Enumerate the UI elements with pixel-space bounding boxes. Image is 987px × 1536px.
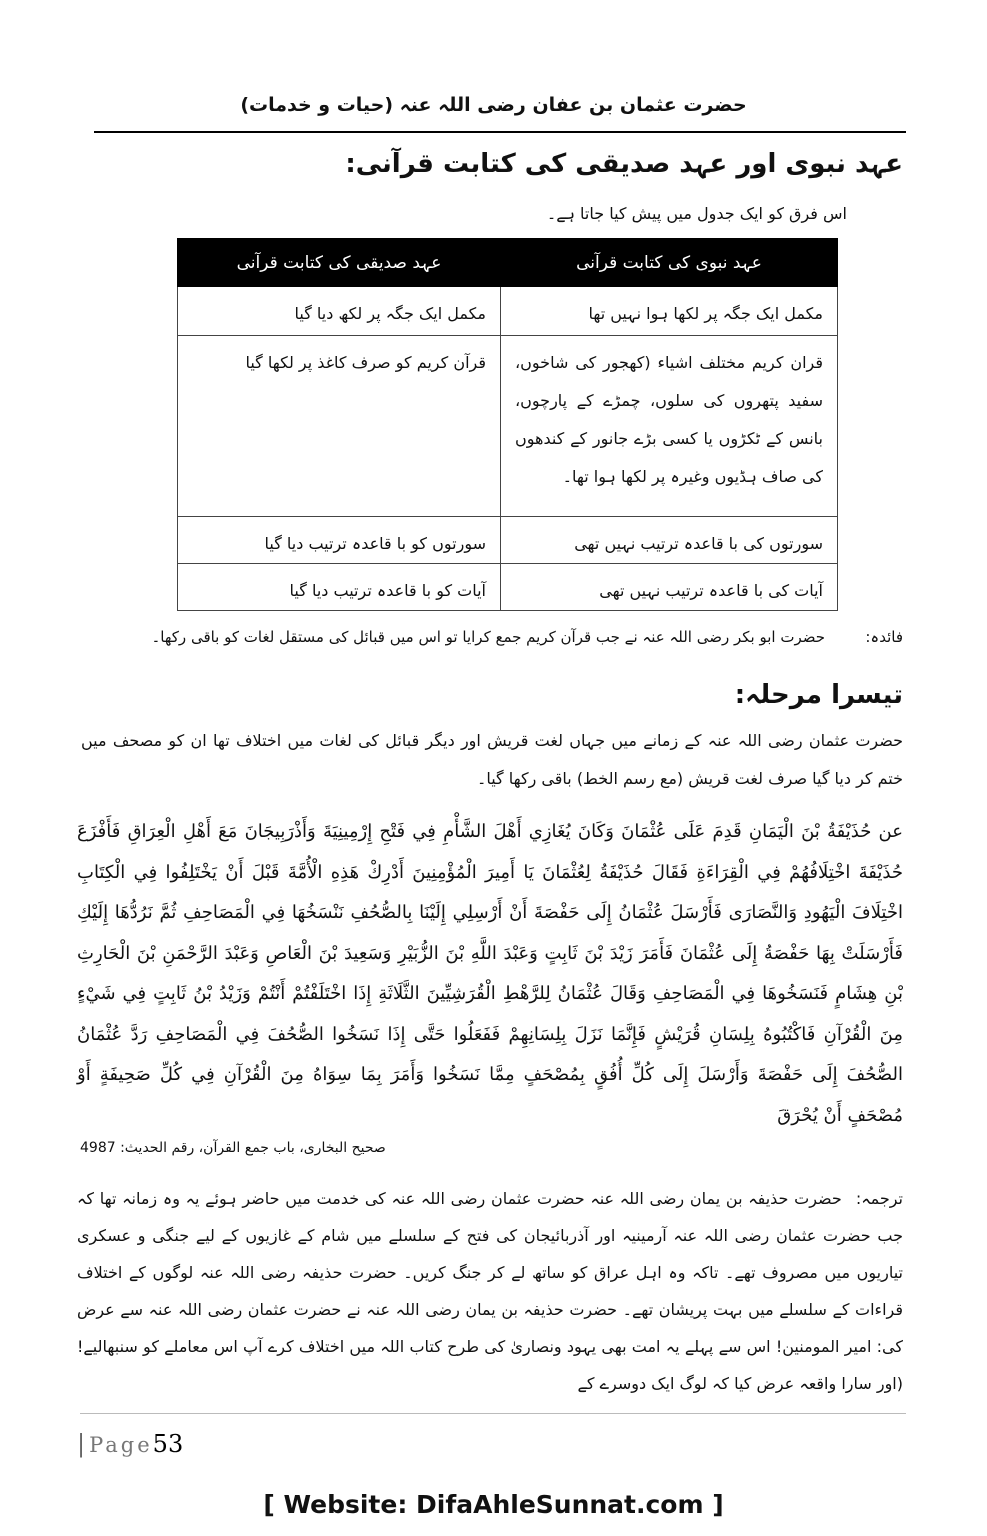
table-header-siddiqi-era: عہد صدیقی کی کتابت قرآنی (178, 239, 501, 287)
header-rule (94, 131, 906, 133)
table-row (178, 564, 838, 611)
table-cell: قرآن کریم کو صرف کاغذ پر لکھا گیا (178, 336, 501, 517)
translation-paragraph (77, 1180, 903, 1402)
third-stage-paragraph: حضرت عثمان رضی اللہ عنہ کے زمانے میں جہاں لغت قریش اور دیگر قبائل کی لغات میں اختلاف تھا ان کو مصحف میں ختم کر دیا گیا صرف لغت قریش (مع رسم الخط) باقی رکھا گیا۔ (81, 731, 903, 788)
table-row (178, 517, 838, 564)
table-cell: آیات کو با قاعدہ ترتیب دیا گیا (178, 564, 501, 611)
table-cell: سورتوں کو با قاعدہ ترتیب دیا گیا (178, 517, 501, 564)
running-header: حضرت عثمان بن عفان رضی اللہ عنہ (حیات و خدمات) (240, 94, 747, 116)
translation-text: حضرت حذیفہ بن یمان رضی اللہ عنہ حضرت عثمان رضی اللہ عنہ کی خدمت میں حاضر ہوئے یہ وہ زمانہ تھا کہ جب حضرت عثمان رضی اللہ عنہ آرمینیہ اور آذربائیجان کی فتح کے سلسلے میں شام کے غازیوں کے لیے جنگی و عسکری تیاریوں میں مصروف تھے۔ تاکہ وہ اہل عراق کو ساتھ لے کر جنگ کریں۔ حضرت حذیفہ رضی اللہ عنہ لوگوں کے اختلاف قراءات کے سلسلے میں بہت پریشان تھے۔ حضرت حذیفہ بن یمان رضی اللہ عنہ نے حضرت عثمان رضی اللہ عنہ سے عرض کی: امیر المومنین! اس سے پہلے یہ امت بھی یہود ونصاریٰ کی طرح کتاب اللہ میں اختلاف کرے آپ اس معاملے کو سنبھالیے! (اور سارا واقعہ عرض کیا کہ لوگ ایک دوسرے کے (77, 1189, 903, 1393)
table-cell: سورتوں کی با قاعدہ ترتیب نہیں تھی (501, 517, 838, 564)
section-heading-third-stage: تیسرا مرحلہ: (734, 680, 903, 710)
table-row (178, 287, 838, 336)
intro-text: اس فرق کو ایک جدول میں پیش کیا جاتا ہے۔ (546, 204, 847, 223)
table-cell: قران کریم مختلف اشیاء (کھجور کی شاخوں، سفید پتھروں کی سلوں، چمڑے کے پارچوں، بانس کے ٹکڑوں یا کسی بڑے جانور کے کندھوں کی صاف ہڈیوں وغیرہ پر لکھا ہوا تھا۔ (501, 336, 838, 517)
footer-rule (80, 1413, 906, 1414)
translation-label: ترجمہ: (855, 1189, 903, 1208)
table-header-row (178, 239, 838, 287)
hadith-arabic-text: عن حُذَيْفَةُ بْنَ الْيَمَانِ قَدِمَ عَلَى عُثْمَانَ وَكَانَ يُغَازِي أَهْلَ الشَّأْمِ فِي فَتْحِ إِرْمِينِيَةَ وَأَذْرَبِيجَانَ مَعَ أَهْلِ الْعِرَاقِ فَأَفْزَعَ حُذَيْفَةَ اخْتِلَافُهُمْ فِي الْقِرَاءَةِ فَقَالَ حُذَيْفَةُ لِعُثْمَانَ يَا أَمِيرَ الْمُؤْمِنِينَ أَدْرِكْ هَذِهِ الْأُمَّةَ قَبْلَ أَنْ يَخْتَلِفُوا فِي الْكِتَابِ اخْتِلَافَ الْيَهُودِ وَالنَّصَارَى فَأَرْسَلَ عُثْمَانُ إِلَى حَفْصَةَ أَنْ أَرْسِلِي إِلَيْنَا بِالصُّحُفِ نَنْسَخُهَا فِي الْمَصَاحِفِ ثُمَّ نَرُدُّهَا إِلَيْكِ فَأَرْسَلَتْ بِهَا حَفْصَةُ إِلَى عُثْمَانَ فَأَمَرَ زَيْدَ بْنَ ثَابِتٍ وَعَبْدَ اللَّهِ بْنَ الزُّبَيْرِ وَسَعِيدَ بْنَ الْعَاصِ وَعَبْدَ الرَّحْمَنِ بْنَ الْحَارِثِ بْنِ هِشَامٍ فَنَسَخُوهَا فِي الْمَصَاحِفِ وَقَالَ عُثْمَانُ لِلرَّهْطِ الْقُرَشِيِّينَ الثَّلَاثَةِ إِذَا اخْتَلَفْتُمْ أَنْتُمْ وَزَيْدُ بْنُ ثَابِتٍ فِي شَيْءٍ مِنَ الْقُرْآنِ فَاكْتُبُوهُ بِلِسَانِ قُرَيْشٍ فَإِنَّمَا نَزَلَ بِلِسَانِهِمْ فَفَعَلُوا حَتَّى إِذَا نَسَخُوا الصُّحُفَ فِي الْمَصَاحِفِ رَدَّ عُثْمَانُ الصُّحُفَ إِلَى حَفْصَةَ وَأَرْسَلَ إِلَى كُلِّ أُفُقٍ بِمُصْحَفٍ مِمَّا نَسَخُوا وَأَمَرَ بِمَا سِوَاهُ مِنَ الْقُرْآنِ فِي كُلِّ صَحِيفَةٍ أَوْ مُصْحَفٍ أَنْ يُحْرَقَ (77, 821, 903, 1126)
website-watermark: [ Website: DifaAhleSunnat.com ] (263, 1490, 724, 1519)
table-header-prophetic-era: عہد نبوی کی کتابت قرآنی (501, 239, 838, 287)
page-bar: | (77, 1430, 86, 1458)
page-number (77, 1430, 183, 1458)
table-cell: مکمل ایک جگہ پر لکھا ہوا نہیں تھا (501, 287, 838, 336)
page-number-value: 53 (152, 1430, 184, 1458)
page-word: Page (89, 1433, 153, 1457)
note-text: حضرت ابو بکر رضی اللہ عنہ نے جب قرآن کریم جمع کرایا تو اس میں قبائل کی مستقل لغات کو باقی رکھا۔ (151, 628, 825, 646)
note-label: فائدہ: (865, 628, 903, 646)
benefit-note (83, 628, 903, 646)
table-row (178, 336, 838, 517)
hadith-citation: صحیح البخاری، باب جمع القرآن، رقم الحدیث: 4987 (80, 1140, 386, 1156)
section-heading-comparison: عہد نبوی اور عہد صدیقی کی کتابت قرآنی: (345, 149, 903, 179)
comparison-table (177, 238, 838, 611)
table-cell: مکمل ایک جگہ پر لکھ دیا گیا (178, 287, 501, 336)
table-cell: آیات کی با قاعدہ ترتیب نہیں تھی (501, 564, 838, 611)
